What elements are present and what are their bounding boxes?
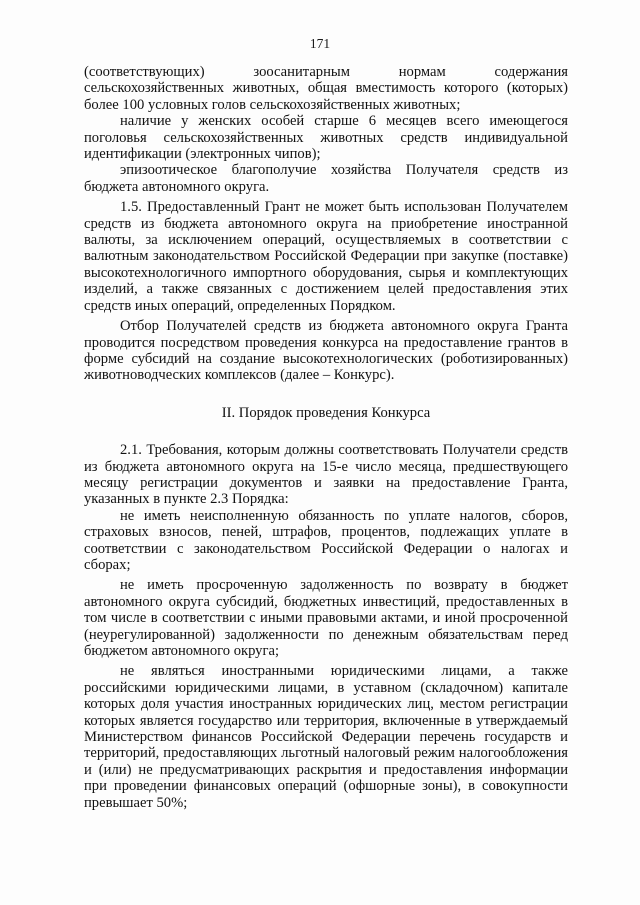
section-heading: II. Порядок проведения Конкурса xyxy=(221,404,431,421)
paragraph: эпизоотическое благополучие хозяйства Получателя средств из бюджета автономного округа. xyxy=(84,162,568,195)
paragraph: 2.1. Требования, которым должны соответствовать Получатели средств из бюджета автономного округа на 15-е число месяца, предшествующего месяцу регистрации документов и заявки на предоставление Гранта, указанных в пункте 2.3 Порядка: xyxy=(84,442,568,508)
page-number: 171 xyxy=(309,36,331,51)
paragraph: наличие у женских особей старше 6 месяцев всего имеющегося поголовья сельскохозяйственных животных средств индивидуальной идентификации (электронных чипов); xyxy=(84,113,568,163)
paragraph: 1.5. Предоставленный Грант не может быть использован Получателем средств из бюджета автономного округа на приобретение иностранной валюты, за исключением операций, осуществляемых в соответствии с валютным законодательством Российской Федерации при закупке (поставке) высокотехнологичного импортного оборудования, сырья и комплектующих изделий, а также связанных с достижением целей предоставления этих средств иных операций, определенных Порядком. xyxy=(84,199,568,314)
paragraph: не иметь просроченную задолженность по возврату в бюджет автономного округа субсидий, бюджетных инвестиций, предоставленных в том числе в соответствии с иными правовыми актами, и иной просроченной (неурегулированной) задолженности по денежным обязательствам перед бюджетом автономного округа; xyxy=(84,577,568,659)
paragraph: (соответствующих) зоосанитарным нормам содержания сельскохозяйственных животных, общая вместимость которого (которых) более 100 условных голов сельскохозяйственных животных; xyxy=(84,64,568,113)
paragraph: Отбор Получателей средств из бюджета автономного округа Гранта проводится посредством проведения конкурса на предоставление грантов в форме субсидий на создание высокотехнологических (роботизированных) животноводческих комплексов (далее – Конкурс). xyxy=(84,318,568,384)
paragraph: не являться иностранными юридическими лицами, а также российскими юридическими лицами, в уставном (складочном) капитале которых доля участия иностранных юридических лиц, местом регистрации которых является государство или территория, включенные в утверждаемый Министерством финансов Российской Федерации перечень государств и территорий, предоставляющих льготный налоговый режим налогообложения и (или) не предусматривающих раскрытия и предоставления информации при проведении финансовых операций (офшорные зоны), в совокупности превышает 50%; xyxy=(84,663,568,811)
paragraph: не иметь неисполненную обязанность по уплате налогов, сборов, страховых взносов, пеней, штрафов, процентов, подлежащих уплате в соответствии с законодательством Российской Федерации о налогах и сборах; xyxy=(84,507,568,573)
document-body xyxy=(84,64,568,811)
